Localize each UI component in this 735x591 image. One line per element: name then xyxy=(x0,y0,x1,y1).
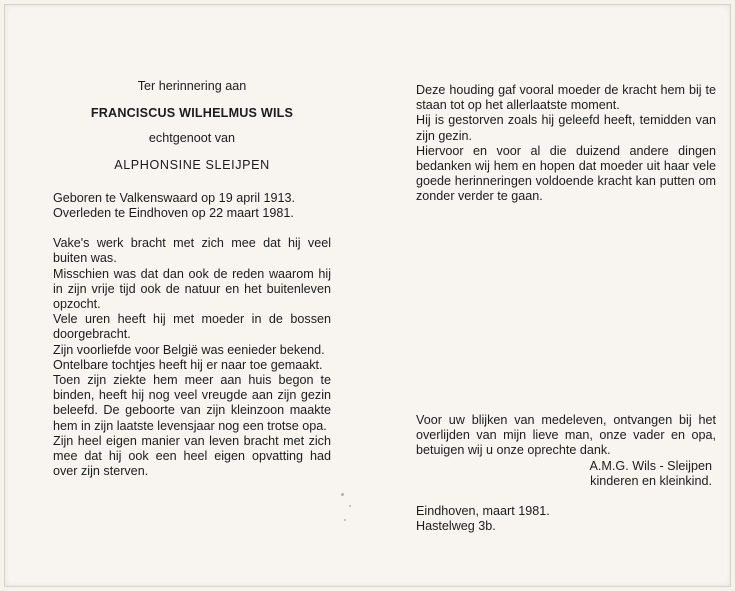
paragraph: Vele uren heeft hij met moeder in de bossen doorgebracht. xyxy=(53,312,331,342)
paper-speck xyxy=(341,493,344,496)
memorial-card xyxy=(4,4,731,587)
paragraph: Ontelbare tochtjes heeft hij er naar toe gemaakt. xyxy=(53,357,323,372)
heading: Ter herinnering aan xyxy=(137,79,247,93)
right-column xyxy=(416,83,716,205)
death-line: Overleden te Eindhoven op 22 maart 1981. xyxy=(53,206,294,221)
paper-speck xyxy=(349,505,351,507)
paper-speck xyxy=(344,519,346,521)
thanks-block xyxy=(416,413,716,534)
paragraph: Misschien was dat dan ook de reden waarom hij in zijn vrije tijd ook de natuur en het buitenleven opzocht. xyxy=(53,266,331,312)
paragraph: Vake's werk bracht met zich mee dat hij veel buiten was. xyxy=(53,236,331,266)
thanks-text: Voor uw blijken van medeleven, ontvangen bij het overlijden van mijn lieve man, onze vader en opa, betuigen wij u onze oprechte dank. xyxy=(416,413,716,458)
spouse-name: ALPHONSINE SLEIJPEN xyxy=(114,157,270,172)
paragraph: Toen zijn ziekte hem meer aan huis begon te binden, heeft hij nog veel vreugde aan zijn gezin beleefd. De geboorte van zijn kleinzoon maakte hem in zijn laatste levensjaar nog een trotse opa. xyxy=(53,373,331,433)
spouse-label: echtgenoot van xyxy=(148,131,236,146)
paragraph: Hiervoor en voor al die duizend andere dingen bedanken wij hem en hopen dat moeder uit haar vele goede herinneringen voldoende kracht kan putten om zonder verder te gaan. xyxy=(416,143,716,204)
address: Hastelweg 3b. xyxy=(416,519,496,534)
paragraph: Hij is gestorven zoals hij geleefd heeft, temidden van zijn gezin. xyxy=(416,113,716,143)
paragraph: Zijn voorliefde voor België was eenieder bekend. xyxy=(53,342,325,357)
paragraph: Zijn heel eigen manier van leven bracht met zich mee dat hij ook een heel eigen opvatting had over zijn sterven. xyxy=(53,433,331,479)
signature-family: kinderen en kleinkind. xyxy=(590,473,712,488)
signature-name: A.M.G. Wils - Sleijpen xyxy=(589,458,712,473)
left-column xyxy=(53,79,331,479)
paragraph: Deze houding gaf vooral moeder de kracht hem bij te staan tot op het allerlaatste moment. xyxy=(416,83,716,113)
place-date: Eindhoven, maart 1981. xyxy=(416,504,550,519)
birth-line: Geboren te Valkenswaard op 19 april 1913. xyxy=(53,190,296,205)
deceased-name: FRANCISCUS WILHELMUS WILS xyxy=(90,106,294,121)
